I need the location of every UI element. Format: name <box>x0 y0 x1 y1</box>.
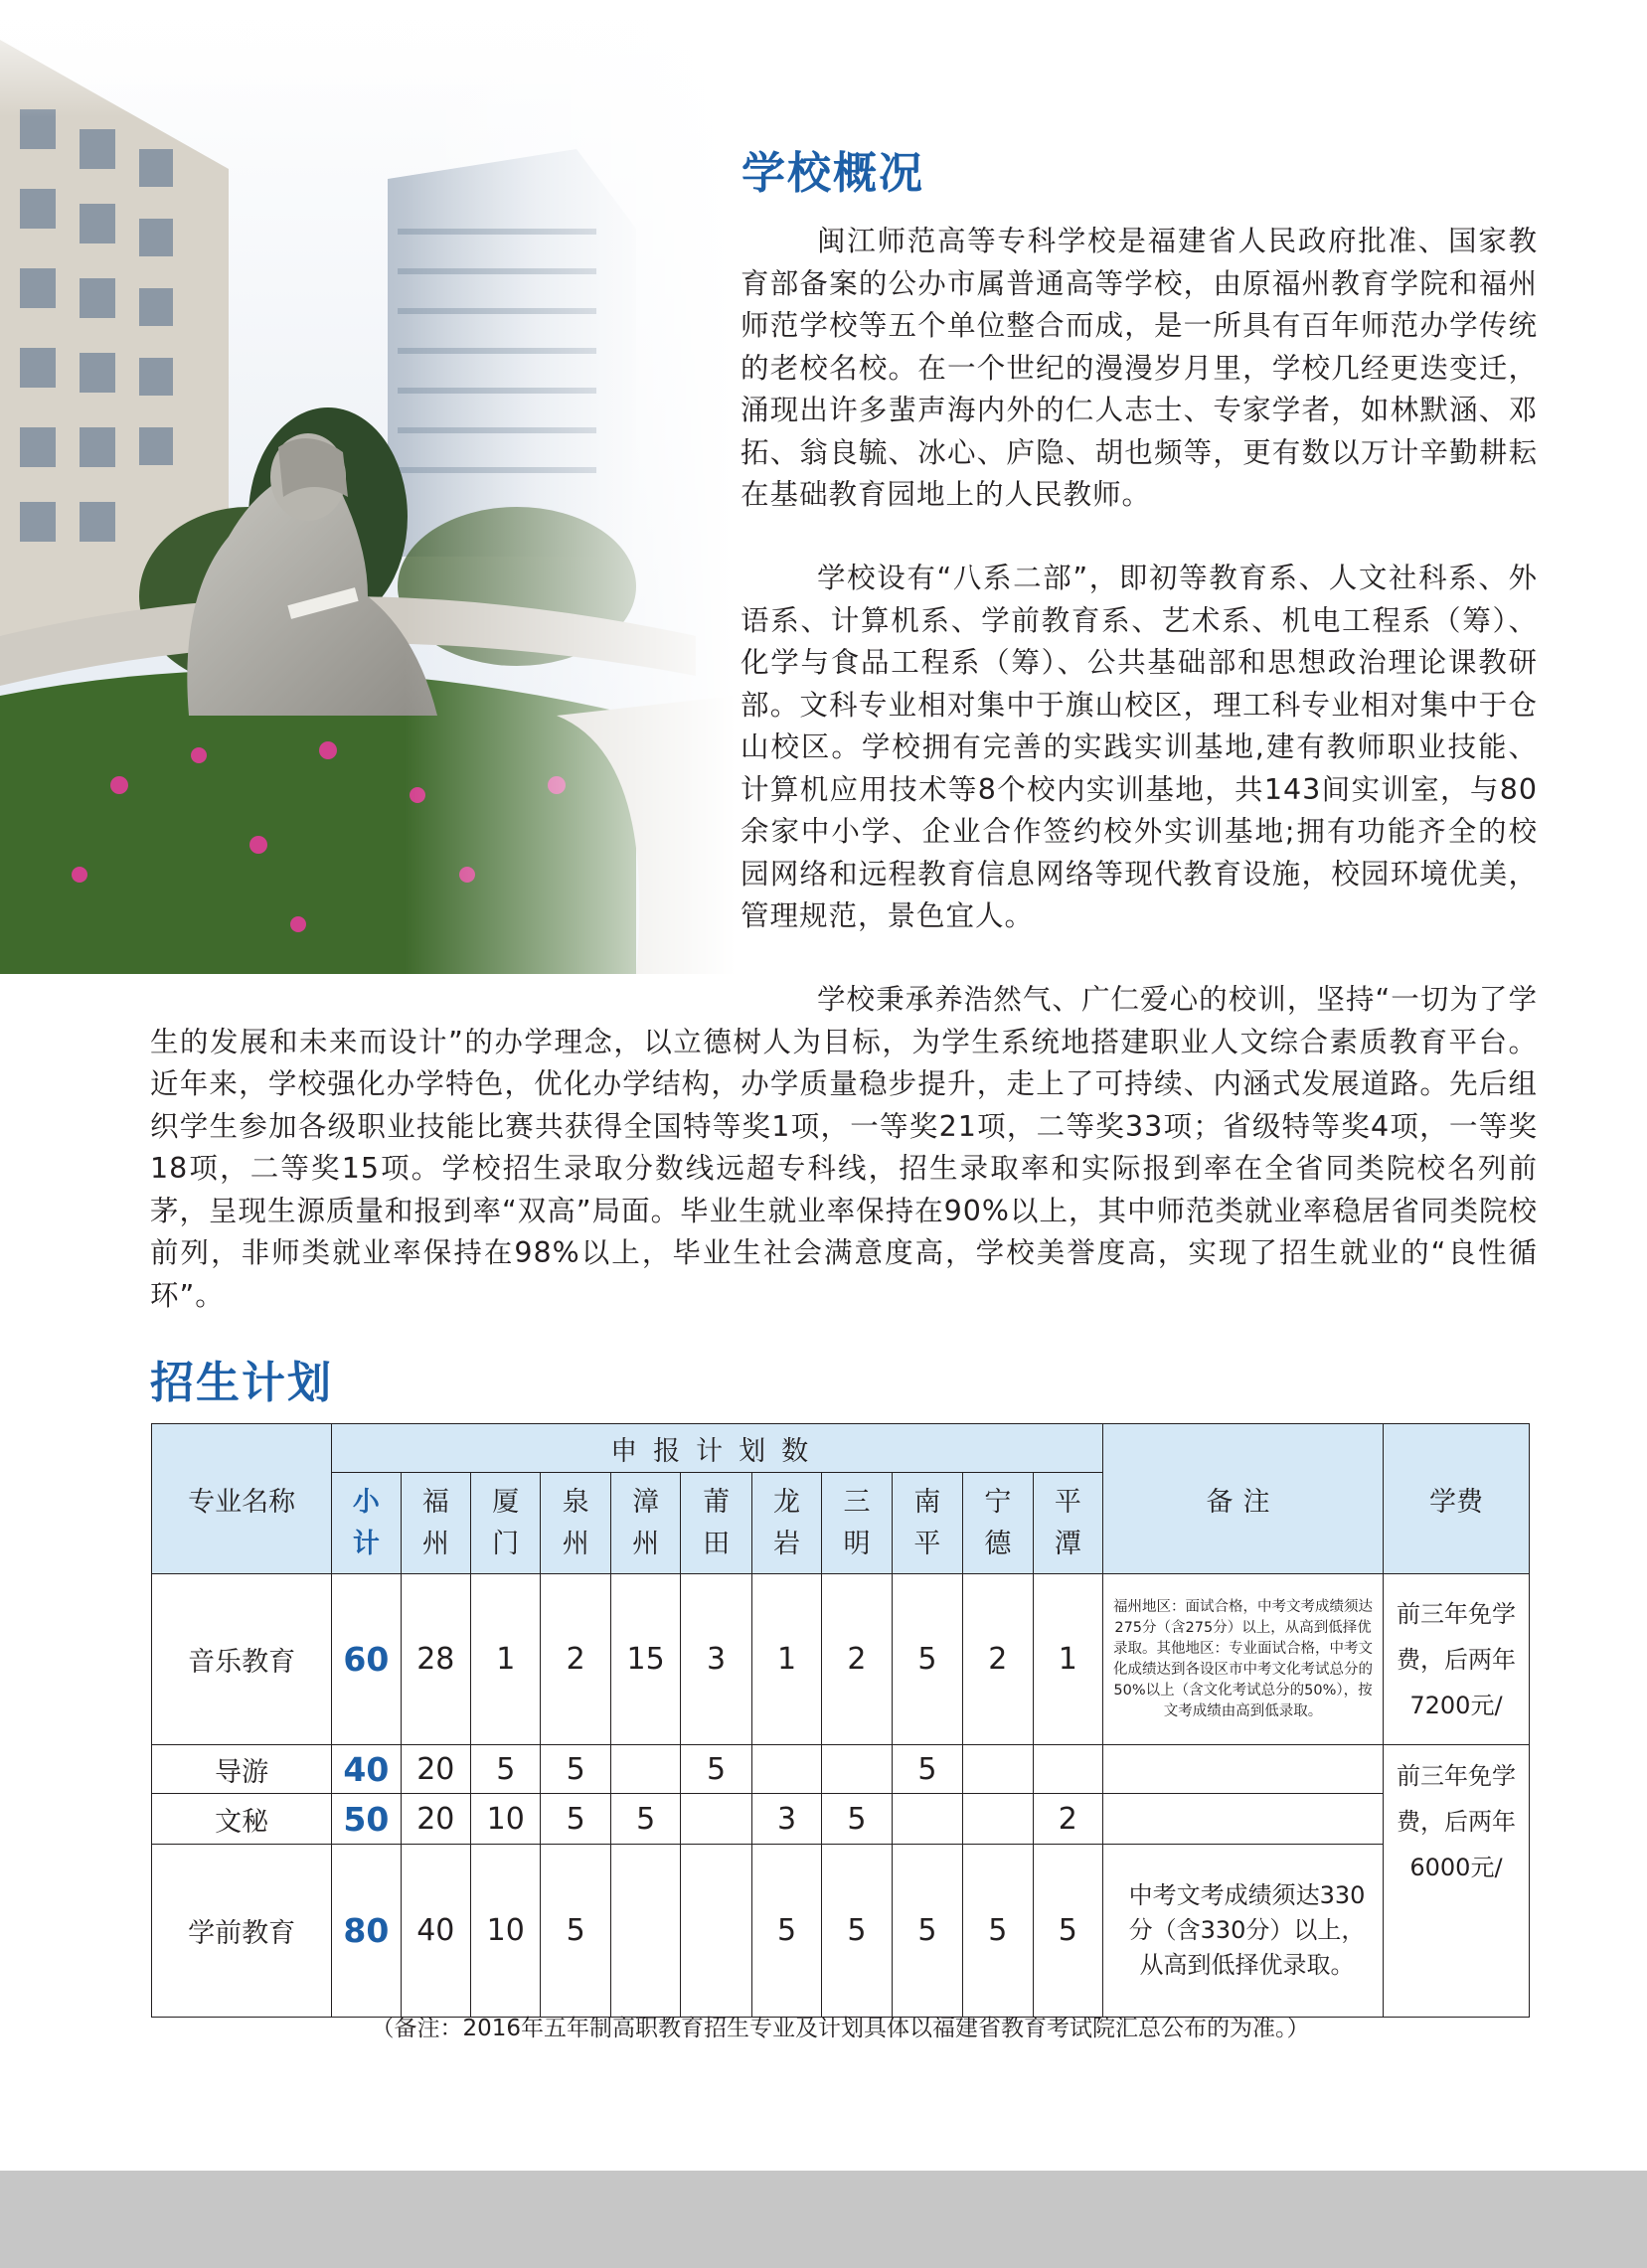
header-region-fuzhou: 福 州 <box>401 1473 470 1574</box>
header-fee: 学费 <box>1383 1424 1529 1574</box>
value-subtotal: 40 <box>332 1745 401 1794</box>
value-cell: 15 <box>610 1574 680 1745</box>
value-cell <box>681 1845 751 2018</box>
value-cell: 5 <box>963 1845 1033 2018</box>
value-cell <box>610 1745 680 1794</box>
value-cell: 40 <box>401 1845 470 2018</box>
value-cell: 5 <box>892 1845 962 2018</box>
value-cell: 3 <box>681 1574 751 1745</box>
value-cell: 5 <box>822 1845 892 2018</box>
major-name: 音乐教育 <box>152 1574 332 1745</box>
value-cell: 10 <box>471 1845 541 2018</box>
value-cell: 5 <box>610 1794 680 1845</box>
value-subtotal: 80 <box>332 1845 401 2018</box>
header-region-nanping: 南 平 <box>892 1473 962 1574</box>
overview-title: 学校概况 <box>741 148 924 199</box>
value-cell: 1 <box>1033 1574 1103 1745</box>
value-cell: 5 <box>1033 1845 1103 2018</box>
overview-paragraph-1: 闽江师范高等专科学校是福建省人民政府批准、国家教育部备案的公办市属普通高等学校，由原福州教育学院和福州师范学校等五个单位整合而成，是一所具有百年师范办学传统的老校名校。在一个世纪的漫漫岁月里，学校几经更迭变迁，涌现出许多蜚声海内外的仁人志士、专家学者，如林默涵、邓拓、翁良毓、冰心、庐隐、胡也频等，更有数以万计辛勤耕耘在基础教育园地上的人民教师。 <box>741 225 1538 511</box>
value-cell: 2 <box>541 1574 610 1745</box>
table-row <box>152 1794 1530 1845</box>
header-region-ningde: 宁 德 <box>963 1473 1033 1574</box>
note-preschool: 中考文考成绩须达330分（含330分）以上，从高到低择优录取。 <box>1103 1845 1384 2018</box>
value-cell: 5 <box>541 1745 610 1794</box>
value-cell <box>751 1745 821 1794</box>
note-music: 福州地区：面试合格，中考文考成绩须达275分（含275分）以上，从高到低择优录取。其他地区：专业面试合格，中考文化成绩达到各设区市中考文化考试总分的50%以上（含文化考试总分的50%），按文考成绩由高到低录取。 <box>1103 1574 1384 1745</box>
value-cell: 5 <box>822 1794 892 1845</box>
value-subtotal: 60 <box>332 1574 401 1745</box>
fee-others: 前三年免学费，后两年6000元/ <box>1383 1745 1529 2018</box>
header-major: 专业名称 <box>152 1424 332 1574</box>
major-name: 文秘 <box>152 1794 332 1845</box>
major-name: 学前教育 <box>152 1845 332 2018</box>
enrollment-plan-table <box>151 1423 1530 2018</box>
value-cell: 5 <box>892 1745 962 1794</box>
value-cell <box>963 1794 1033 1845</box>
header-plan-group: 申报计划数 <box>332 1424 1103 1473</box>
value-cell: 5 <box>892 1574 962 1745</box>
value-cell: 2 <box>822 1574 892 1745</box>
major-name: 导游 <box>152 1745 332 1794</box>
value-cell: 1 <box>471 1574 541 1745</box>
value-cell <box>963 1745 1033 1794</box>
value-cell: 5 <box>541 1845 610 2018</box>
value-cell: 20 <box>401 1745 470 1794</box>
header-region-pingtan: 平 潭 <box>1033 1473 1103 1574</box>
value-cell: 10 <box>471 1794 541 1845</box>
value-cell: 5 <box>751 1845 821 2018</box>
table-row <box>152 1574 1530 1745</box>
campus-photo-statue-icon <box>0 0 736 974</box>
value-subtotal: 50 <box>332 1794 401 1845</box>
header-region-putian: 莆 田 <box>681 1473 751 1574</box>
value-cell <box>892 1794 962 1845</box>
fee-music: 前三年免学费，后两年7200元/ <box>1383 1574 1529 1745</box>
value-cell: 5 <box>681 1745 751 1794</box>
header-region-zhangzhou: 漳 州 <box>610 1473 680 1574</box>
value-cell: 3 <box>751 1794 821 1845</box>
value-cell: 20 <box>401 1794 470 1845</box>
value-cell: 5 <box>471 1745 541 1794</box>
value-cell <box>1033 1745 1103 1794</box>
header-region-sanming: 三 明 <box>822 1473 892 1574</box>
value-cell <box>822 1745 892 1794</box>
value-cell: 5 <box>541 1794 610 1845</box>
plan-title: 招生计划 <box>150 1358 333 1408</box>
overview-paragraph-2: 学校设有“八系二部”，即初等教育系、人文社科系、外语系、计算机系、学前教育系、艺术系、机电工程系（筹）、化学与食品工程系（筹）、公共基础部和思想政治理论课教研部。文科专业相对集中于旗山校区，理工科专业相对集中于仓山校区。学校拥有完善的实践实训基地,建有教师职业技能、计算机应用技术等8个校内实训基地，共143间实训室，与80余家中小学、企业合作签约校外实训基地;拥有功能齐全的校园网络和远程教育信息网络等现代教育设施，校园环境优美，管理规范，景色宜人。 <box>741 562 1538 932</box>
header-region-subtotal: 小 计 <box>332 1473 401 1574</box>
table-row <box>152 1745 1530 1794</box>
value-cell: 28 <box>401 1574 470 1745</box>
header-note: 备注 <box>1103 1424 1384 1574</box>
header-region-quanzhou: 泉 州 <box>541 1473 610 1574</box>
overview-paragraph-3: 学校秉承养浩然气、广仁爱心的校训，坚持“一切为了学生的发展和未来而设计”的办学理念，以立德树人为目标，为学生系统地搭建职业人文综合素质教育平台。近年来，学校强化办学特色，优化办学结构，办学质量稳步提升，走上了可持续、内涵式发展道路。先后组织学生参加各级职业技能比赛共获得全国特等奖1项，一等奖21项，二等奖33项；省级特等奖4项，一等奖18项，二等奖15项。学校招生录取分数线远超专科线，招生录取率和实际报到率在全省同类院校名列前茅，呈现生源质量和报到率“双高”局面。毕业生就业率保持在90%以上，其中师范类就业率稳居省同类院校前列，非师类就业率保持在98%以上，毕业生社会满意度高，学校美誉度高，实现了招生就业的“良性循环”。 <box>150 983 1538 1312</box>
value-cell <box>610 1845 680 2018</box>
header-region-longyan: 龙 岩 <box>751 1473 821 1574</box>
note-empty <box>1103 1745 1384 1794</box>
campus-photo <box>0 0 736 974</box>
value-cell: 2 <box>963 1574 1033 1745</box>
table-row <box>152 1845 1530 2018</box>
value-cell: 1 <box>751 1574 821 1745</box>
value-cell <box>681 1794 751 1845</box>
footer-bar <box>0 2171 1647 2268</box>
value-cell: 2 <box>1033 1794 1103 1845</box>
note-empty <box>1103 1794 1384 1845</box>
plan-footnote: （备注：2016年五年制高职教育招生专业及计划具体以福建省教育考试院汇总公布的为准。） <box>371 2016 1310 2041</box>
header-region-xiamen: 厦 门 <box>471 1473 541 1574</box>
